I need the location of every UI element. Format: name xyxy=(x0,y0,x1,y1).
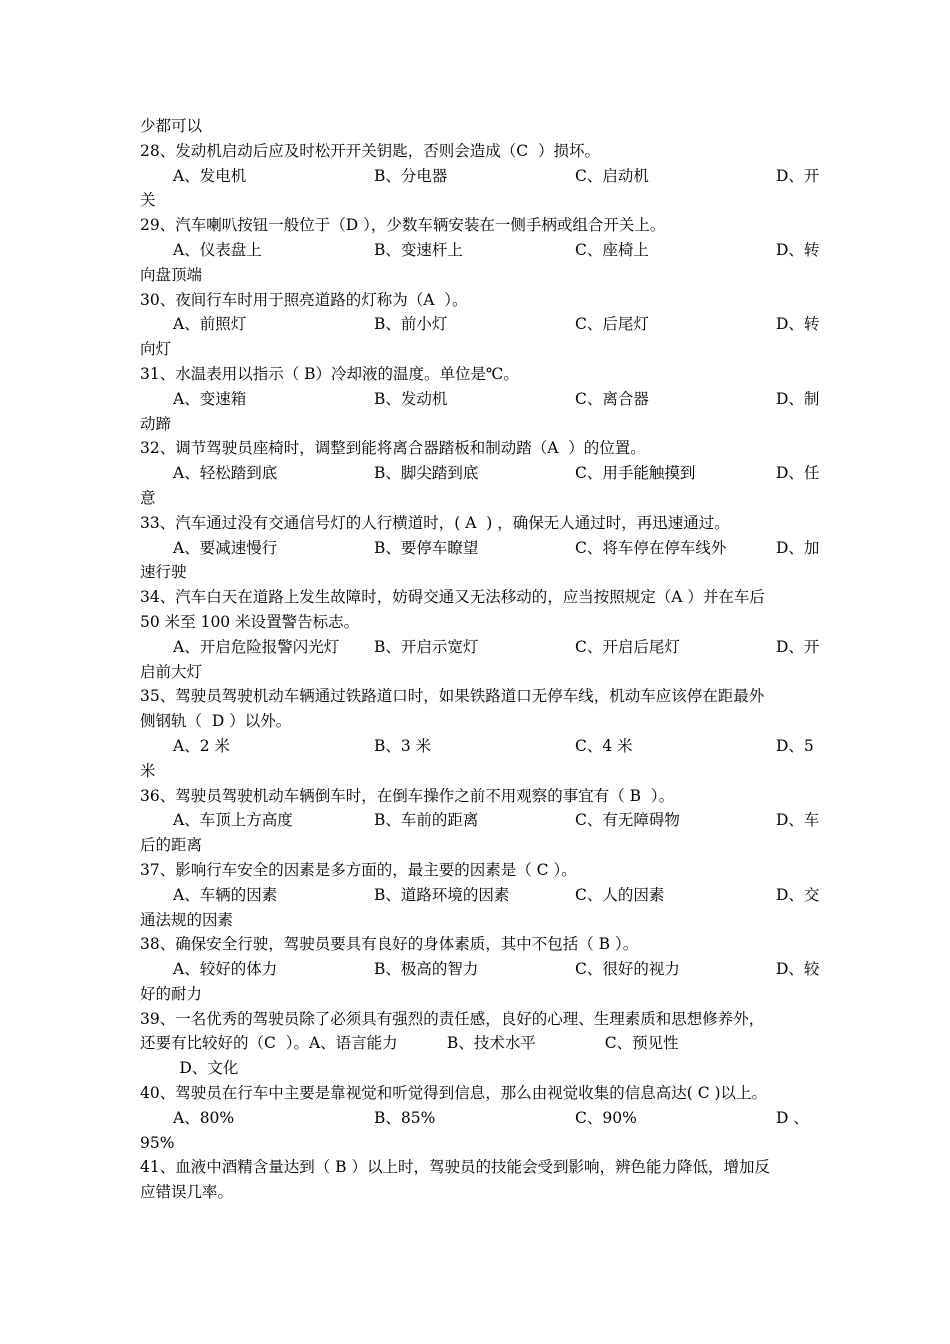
option-d: D 、 xyxy=(776,1108,809,1127)
option-d: D、交 xyxy=(776,885,820,904)
option-d: D、任 xyxy=(776,464,820,483)
text-line: 37、影响行车安全的因素是多方面的，最主要的因素是（ C ）。 xyxy=(140,860,577,879)
option-row xyxy=(140,808,820,833)
text-line: 28、发动机启动后应及时松开开关钥匙，否则会造成（C ）损坏。 xyxy=(140,141,600,160)
option-row xyxy=(140,164,820,189)
option-b: B、发动机 xyxy=(374,389,448,408)
option-c: C、4 米 xyxy=(575,736,633,755)
option-d: D、加 xyxy=(776,538,820,557)
option-a: A、变速箱 xyxy=(173,389,247,408)
option-b: B、3 米 xyxy=(374,736,432,755)
option-b: B、道路环境的因素 xyxy=(374,885,510,904)
text-line: 向盘顶端 xyxy=(140,265,203,284)
option-row xyxy=(140,734,815,759)
option-b: B、85% xyxy=(374,1108,436,1127)
option-c: C、90% xyxy=(575,1108,637,1127)
option-b: B、变速杆上 xyxy=(374,240,463,259)
option-c: C、座椅上 xyxy=(575,240,649,259)
text-line: 向灯 xyxy=(140,340,172,359)
option-a: A、车辆的因素 xyxy=(173,885,278,904)
option-row xyxy=(140,312,820,337)
option-a: A、80% xyxy=(173,1108,235,1127)
text-line: 29、汽车喇叭按钮一般位于（D ），少数车辆安装在一侧手柄或组合开关上。 xyxy=(140,216,666,235)
option-row xyxy=(140,536,820,561)
option-row xyxy=(140,883,820,908)
text-line: 启前大灯 xyxy=(140,662,203,681)
text-line: 30、夜间行车时用于照亮道路的灯称为（A ）。 xyxy=(140,290,468,309)
option-c: C、将车停在停车线外 xyxy=(575,538,727,557)
option-c: C、离合器 xyxy=(575,389,649,408)
option-d: D、较 xyxy=(776,960,820,979)
text-line: D、文化 xyxy=(140,1059,239,1078)
option-c: C、启动机 xyxy=(575,166,649,185)
option-c: C、后尾灯 xyxy=(575,315,649,334)
option-b: B、要停车瞭望 xyxy=(374,538,479,557)
option-c: C、开启后尾灯 xyxy=(575,637,680,656)
option-a: A、仪表盘上 xyxy=(173,240,262,259)
text-line: 36、驾驶员驾驶机动车辆倒车时，在倒车操作之前不用观察的事宜有（ B ）。 xyxy=(140,786,675,805)
option-c: C、有无障碍物 xyxy=(575,811,680,830)
text-line: 米 xyxy=(140,761,156,780)
text-line: 41、血液中酒精含量达到（ B ）以上时，驾驶员的技能会受到影响，辨色能力降低，增加反 xyxy=(140,1158,770,1177)
option-c: C、很好的视力 xyxy=(575,960,680,979)
option-b: B、分电器 xyxy=(374,166,448,185)
option-a: A、车顶上方高度 xyxy=(173,811,293,830)
text-line: 38、确保安全行驶，驾驶员要具有良好的身体素质，其中不包括（ B ）。 xyxy=(140,935,639,954)
option-a: A、较好的体力 xyxy=(173,960,278,979)
option-d: D、开 xyxy=(776,637,820,656)
text-line: 40、驾驶员在行车中主要是靠视觉和听觉得到信息，那么由视觉收集的信息高达( C )以上。 xyxy=(140,1084,768,1103)
option-row xyxy=(140,387,820,412)
text-line: 关 xyxy=(140,191,156,210)
option-a: A、2 米 xyxy=(173,736,230,755)
text-line: 95% xyxy=(140,1133,175,1152)
option-row xyxy=(140,1106,815,1131)
text-line: 好的耐力 xyxy=(140,984,203,1003)
question-list xyxy=(140,114,820,1205)
option-row xyxy=(140,635,820,660)
option-a: A、发电机 xyxy=(173,166,247,185)
text-line: 34、汽车白天在道路上发生故障时，妨碍交通又无法移动的，应当按照规定（A ）并在车后 xyxy=(140,588,765,607)
text-line: 侧钢轨（ D ）以外。 xyxy=(140,712,292,731)
option-c: C、用手能触摸到 xyxy=(575,464,696,483)
option-a: A、前照灯 xyxy=(173,315,247,334)
text-line: 少都可以 xyxy=(140,117,203,135)
text-line: 后的距离 xyxy=(140,836,203,855)
option-b: B、车前的距离 xyxy=(374,811,479,830)
option-b: B、开启示宽灯 xyxy=(374,637,479,656)
text-line: 35、驾驶员驾驶机动车辆通过铁路道口时，如果铁路道口无停车线，机动车应该停在距最外 xyxy=(140,687,765,706)
text-line: 速行驶 xyxy=(140,563,187,582)
option-b: B、脚尖踏到底 xyxy=(374,464,479,483)
option-a: A、要减速慢行 xyxy=(173,538,278,557)
text-line: 39、一名优秀的驾驶员除了必须具有强烈的责任感，良好的心理、生理素质和思想修养外， xyxy=(140,1009,765,1028)
text-line: 31、水温表用以指示（ B）冷却液的温度。单位是℃。 xyxy=(140,364,519,383)
text-line: 还要有比较好的（C ）。A、语言能力 B、技术水平 C、预见性 xyxy=(140,1034,679,1053)
text-line: 32、调节驾驶员座椅时，调整到能将离合器踏板和制动踏（A ）的位置。 xyxy=(140,439,646,458)
option-row xyxy=(140,461,820,486)
option-row xyxy=(140,238,820,263)
option-d: D、开 xyxy=(776,166,820,185)
option-b: B、前小灯 xyxy=(374,315,448,334)
text-line: 通法规的因素 xyxy=(140,910,234,929)
option-a: A、轻松踏到底 xyxy=(173,464,278,483)
text-line: 应错误几率。 xyxy=(140,1183,234,1202)
option-d: D、5 xyxy=(776,736,814,755)
option-b: B、极高的智力 xyxy=(374,960,479,979)
option-d: D、转 xyxy=(776,240,820,259)
option-d: D、转 xyxy=(776,315,820,334)
option-c: C、人的因素 xyxy=(575,885,665,904)
option-a: A、开启危险报警闪光灯 xyxy=(173,637,340,656)
text-line: 意 xyxy=(140,488,156,507)
text-line: 33、汽车通过没有交通信号灯的人行横道时，( A ) ，确保无人通过时，再迅速通过。 xyxy=(140,513,730,532)
text-line: 动蹄 xyxy=(140,414,172,433)
option-d: D、车 xyxy=(776,811,820,830)
option-row xyxy=(140,957,820,982)
option-d: D、制 xyxy=(776,389,820,408)
text-line: 50 米至 100 米设置警告标志。 xyxy=(140,612,360,631)
